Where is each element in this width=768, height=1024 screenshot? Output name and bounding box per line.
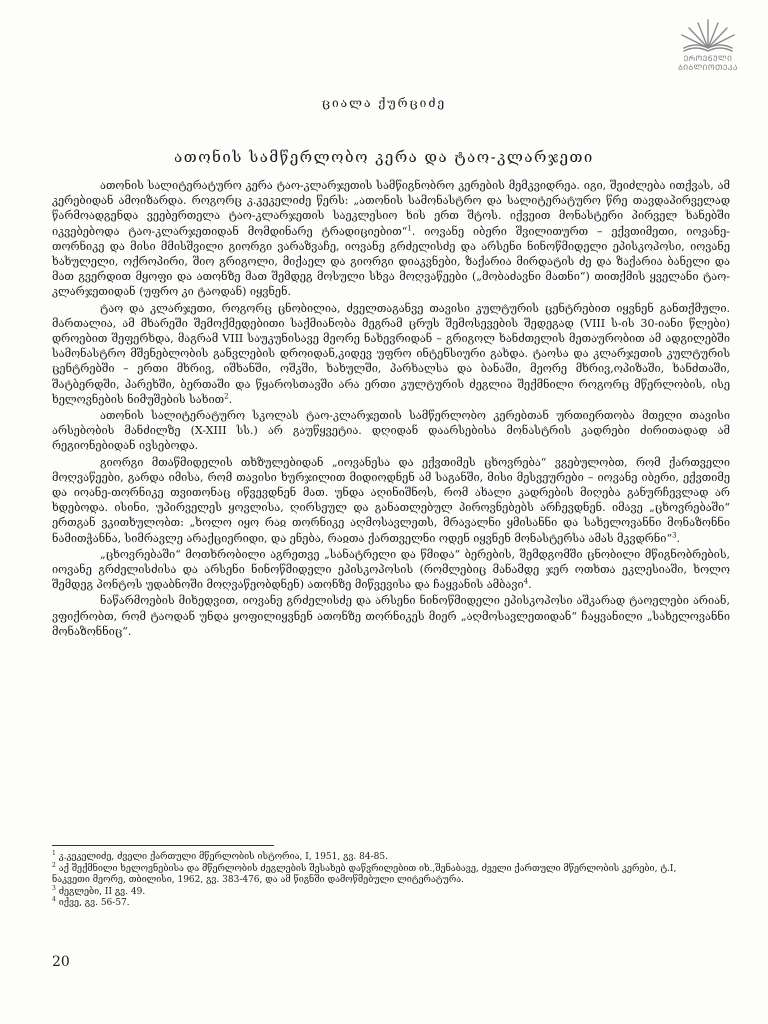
logo-text-line2: ᲑᲘᲑᲚᲘᲝᲗᲔᲙᲐ (678, 63, 738, 72)
book-fan-icon (676, 14, 740, 54)
footnote-text: აქ შექმნილი ხელოვნებისა და მწერლობის ძეგლების შესახებ დაწვრილებით იხ.,შენაბავე, ძველი ქართული მწერლობის კერები, ტ.I, ნაკვეთი მეორე, თბილისი, 1962, გვ. 383-476, და ამ წიგნში დამოწმებული ლიტერატურა. (52, 863, 677, 885)
footnote (52, 861, 692, 887)
footnotes (52, 852, 692, 910)
footnote-number: 1 (52, 850, 56, 857)
footnote-text: კ.კეკელიძე, ძველი ქართული მწერლობის ისტორია, I, 1951, გვ. 84-85. (58, 852, 388, 862)
paragraph-text: ნაწარმოების მიხედვით, იოვანე გრძელისძე და არსენი ნინოწმიდელი ეპისკოპოსი აშკარად ტაოელები არიან, ვფიქრობთ, რომ ტაოდან უნდა ყოფილიყვნენ ათონზე თორნიკეს მიერ „აღმოსავლეთიდან“ ჩაყვანილი „სახელოვანნი მონაზონნიც“. (52, 594, 730, 638)
paragraph-text-cont: . (528, 578, 532, 592)
paragraph (52, 593, 730, 639)
footnote-text: იქვე, გვ. 56-57. (58, 898, 130, 908)
paragraph (52, 455, 730, 546)
article-body (52, 178, 730, 639)
paragraph (52, 301, 730, 407)
footnote-number: 2 (52, 861, 56, 869)
paragraph-text-cont: . იოვანე იბერი შვილითურთ – ექვთიმეთი, იოვანე-თორნიკე და მისი მმისშვილი გიორგი ვარაზვაჩე, იოვანე გრძელისძე და არსენი ნინოწმიდელი ეპისკოპოსი, იოვანე ხახულელი, ოქროპირი, შიო გრიგოლი, მიქაელ და გიორგი დიაკვნები, ზაქარია მირდატის ძე და ზაქარია ბანელი და მათ გვერდით მყოფი და ათონზე მათ შემდეგ მოსული სხვა მოღვაწეები („მობაძავნი მათნი“) თითქმის ყველანი ტაო-კლარჯეთიდან (უფრო კი ტაოდან) იყვნენ. (52, 224, 730, 299)
footnote (52, 852, 692, 864)
footnote-ref: 3 (672, 531, 677, 540)
footnote-ref: 4 (523, 577, 529, 586)
paragraph (52, 547, 730, 593)
paragraph-text: „ცხოვრებაში“ მოთხრობილი აგრეთვე „სანატრელი და წმიდა“ ბერების, შემდგომში ცნობილი მწიგნობრების, იოვანე გრძელისძისა და არსენი ნინოწმიდელი ეპისკოპოსის (რომლებიც მანამდე ჯერ ოთხთა ეკლესიაში, ხოლო შემდეგ პონტოს უდაბნოში მოღვაწეობდნენ) ათონზე მიწვევისა და ჩაყვანის ამბავი (52, 547, 730, 592)
library-logo (666, 14, 750, 84)
author-name: ციალა ქურციძე (321, 96, 447, 110)
paragraph-text: ათონის სალიტერატურო სკოლას ტაო-კლარჯეთის სამწერლობო კერებთან ურთიერთობა მთელი თავისი არსებობის მანძილზე (X-XIII სს.) არ გაუწყვეტია. დღიდან დაარსებისა მონასტრის კადრები ძირითადად ამ რეგიონებიდან ივსებოდა. (52, 409, 730, 453)
footnote (52, 884, 692, 899)
footnote-number: 3 (52, 884, 56, 892)
page-number: 20 (52, 954, 70, 970)
footnote (52, 898, 692, 910)
paragraph-text-cont: . (228, 392, 233, 406)
paragraph (52, 408, 730, 454)
footnote-ref: 1 (407, 223, 412, 232)
footnote-number: 4 (52, 896, 56, 903)
paragraph-text-cont: . (676, 531, 681, 545)
paragraph-text: ათონის სალიტერატურო კერა ტაო-კლარჯეთის სამწიგნობრო კერების მემკვიდრეა. იგი, შეიძლება ითქვას, ამ კერებიდან ამოიზარდა. როგორც კ.კეკელიძე წერს: „ათონის სამონასტრო და სალიტერატურო წრე თავდაპირველად წარმოადგენდა ვეებერთელა ტაო-კლარჯეთის საეკლესიო ხის ერთ შტოს. იქვეით მონასტერი პირველ ხანებში იკვებებოდა ტაო-კლარჯეთიდან მომდინარე ტრადიციებით“ (52, 179, 730, 238)
article-title: ათონის სამწერლობო კერა და ტაო-კლარჯეთი (174, 148, 594, 166)
paragraph (52, 178, 730, 300)
logo-text-line1: ᲔᲠᲝᲕᲜᲣᲚᲘ (683, 54, 733, 63)
footnote-divider (52, 845, 274, 846)
paragraph-text: გიორგი მთაწმიდელის თხზულებიდან „იოვანესა და ექვთიმეს ცხოვრება“ ვგებულობთ, რომ ქართველი მოღვაწეები, გარდა იმისა, რომ თავისი ხურჯილით მიდიოდნენ ამ საგანში, მისი მესვეურები – იოვანე იბერი, ექვთიმე და იოანე-თორნიკე თვითონაც იწვევდნენ მათ. უნდა აღინიშნოს, რომ ახალი კადრების მიღება განურჩევლად არ ხდებოდა. ისინი, უპირველეს ყოვლისა, ღირსეულ და განათლებულ პიროვნებებს არჩევდნენ. იმავე „ცხოვრებაში“ ერთგან ვკითხულობთ: „ხოლო იყო რაჲ თორნიკე აღმოსავლეთს, მრავალნი ყმისანნი და სახელოვანნი მონაზონნი ნამითჭანნა, სიმრავლე არაქციერიდი, და ენება, რაჲთა ქართველნი ოდენ იყვნენ მონასტერსა ამას მკვდრნი“ (52, 455, 730, 545)
footnote-ref: 2 (224, 392, 229, 401)
paragraph-text: ტაო და კლარჯეთი, როგორც ცნობილია, ძველთაგანვე თავისი კულტურის ცენტრებით იყვნენ განთქმული. მართალია, ამ მხარეში შემოქმედებითი საქმიანობა მეგრამ ცრუს შემოსევების შედეგად (VIII ს-ის 30-იანი წლები) დროებით შეფერხდა, მაგრამ VIII საუკუნისავე მეორე ნახევრიდან – გრიგოლ ხანძთელის მეთაურობით ამ ადგილებში სამონასტრო მშენებლობის განვლების დროიდან,კიდევ უფრო ინტენსიური გახდა. ტაოსა და კლარჯეთის კულტურის ცენტრებში – ერთი მხრივ, იშხანში, ოშკში, ხახულში, პარხალსა და ბანაში, მეორე მხრივ,ოპიზაში, ხანძთაში, შატბერდში, პარეხში, ბერთაში და წყაროსთავში არა ერთი კულტურის ძეგლია შექმნილი როგორც მწერლობის, ისე ხელოვნების ნიმუშების სახით (52, 301, 730, 406)
footnote-text: ძეგლები, II გვ. 49. (58, 886, 146, 897)
